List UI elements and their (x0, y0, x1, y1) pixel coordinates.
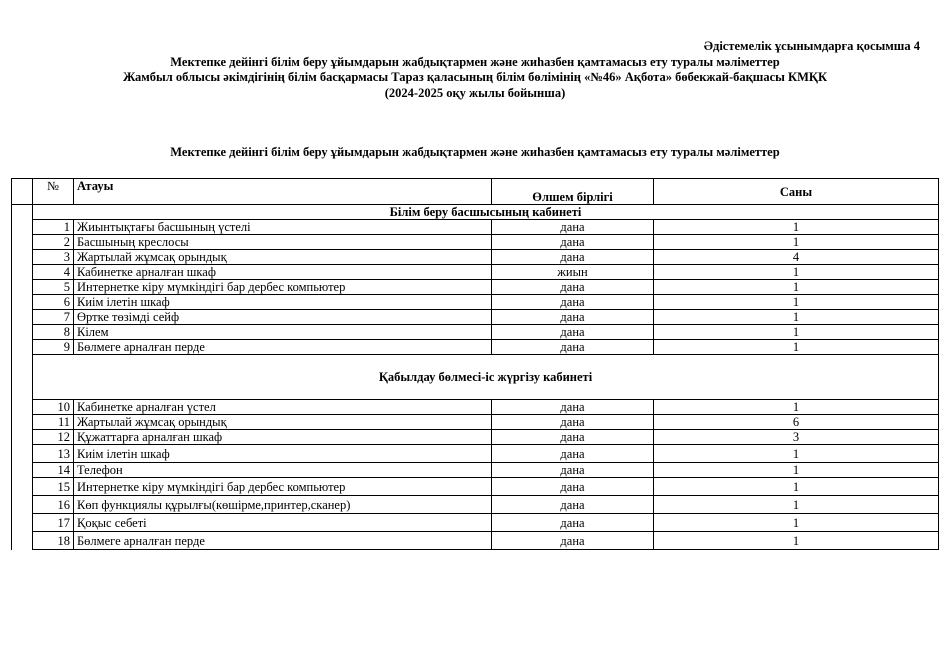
table-row (12, 250, 939, 265)
item-unit: дана (492, 400, 654, 415)
item-unit: дана (492, 430, 654, 445)
row-number: 11 (33, 415, 74, 430)
item-name: Басшының креслосы (74, 235, 492, 250)
item-quantity: 1 (654, 400, 939, 415)
table-row (12, 310, 939, 325)
table-row (12, 340, 939, 355)
table-title: Мектепке дейінгі білім беру ұйымдарын жабдықтармен және жиһазбен қамтамасыз ету туралы мәліметтер (170, 145, 780, 159)
table-row (12, 235, 939, 250)
item-name: Киім ілетін шкаф (74, 445, 492, 463)
item-name: Интернетке кіру мүмкіндігі бар дербес компьютер (74, 280, 492, 295)
annex-label: Әдістемелік ұсынымдарға қосымша 4 (703, 39, 920, 53)
item-quantity: 1 (654, 220, 939, 235)
blank-cell (12, 532, 33, 550)
row-number: 12 (33, 430, 74, 445)
row-number: 18 (33, 532, 74, 550)
item-quantity: 3 (654, 430, 939, 445)
blank-cell (12, 415, 33, 430)
item-name: Қоқыс себеті (74, 514, 492, 532)
row-number: 17 (33, 514, 74, 532)
item-unit: дана (492, 250, 654, 265)
row-number: 1 (33, 220, 74, 235)
name-col-header: Атауы (74, 179, 492, 205)
item-quantity: 1 (654, 325, 939, 340)
table-body (12, 205, 939, 550)
blank-cell (12, 250, 33, 265)
section-row (12, 205, 939, 220)
blank-cell (12, 310, 33, 325)
row-number: 5 (33, 280, 74, 295)
table-row (12, 532, 939, 550)
item-name: Өртке төзімді сейф (74, 310, 492, 325)
item-name: Интернетке кіру мүмкіндігі бар дербес компьютер (74, 478, 492, 496)
item-quantity: 1 (654, 478, 939, 496)
item-quantity: 4 (654, 250, 939, 265)
item-name: Киім ілетін шкаф (74, 295, 492, 310)
item-unit: дана (492, 340, 654, 355)
blank-cell (12, 205, 33, 220)
item-quantity: 1 (654, 463, 939, 478)
item-quantity: 1 (654, 235, 939, 250)
table-row (12, 280, 939, 295)
table-row (12, 430, 939, 445)
blank-cell (12, 355, 33, 400)
table-row (12, 265, 939, 280)
blank-cell (12, 514, 33, 532)
section-title: Қабылдау бөлмесі-іс жүргізу кабинеті (33, 355, 939, 400)
row-number: 10 (33, 400, 74, 415)
header-line-1: Мектепке дейінгі білім беру ұйымдарын жабдықтармен және жиһазбен қамтамасыз ету туралы мәліметтер (170, 55, 780, 69)
item-name: Кабинетке арналған үстел (74, 400, 492, 415)
item-name: Жиынтықтағы басшының үстелі (74, 220, 492, 235)
blank-cell (12, 445, 33, 463)
blank-cell (12, 280, 33, 295)
table-row (12, 325, 939, 340)
item-unit: дана (492, 310, 654, 325)
blank-cell (12, 463, 33, 478)
item-unit: дана (492, 415, 654, 430)
table-row (12, 445, 939, 463)
item-name: Бөлмеге арналған перде (74, 532, 492, 550)
item-quantity: 1 (654, 340, 939, 355)
row-number: 16 (33, 496, 74, 514)
row-number: 2 (33, 235, 74, 250)
blank-cell (12, 478, 33, 496)
item-quantity: 1 (654, 445, 939, 463)
section-row (12, 355, 939, 400)
item-quantity: 6 (654, 415, 939, 430)
row-number: 3 (33, 250, 74, 265)
table-row (12, 463, 939, 478)
item-name: Телефон (74, 463, 492, 478)
row-number: 6 (33, 295, 74, 310)
section-title: Білім беру басшысының кабинеті (33, 205, 939, 220)
table-row (12, 415, 939, 430)
blank-cell (12, 496, 33, 514)
blank-cell (12, 265, 33, 280)
item-name: Кілем (74, 325, 492, 340)
item-quantity: 1 (654, 514, 939, 532)
row-number: 14 (33, 463, 74, 478)
blank-cell (12, 235, 33, 250)
item-quantity: 1 (654, 310, 939, 325)
item-quantity: 1 (654, 496, 939, 514)
num-col-header: № (33, 179, 74, 205)
header-line-3: (2024-2025 оқу жылы бойынша) (384, 86, 566, 100)
item-quantity: 1 (654, 265, 939, 280)
row-number: 4 (33, 265, 74, 280)
blank-cell (12, 220, 33, 235)
item-unit: дана (492, 235, 654, 250)
table-header-row (12, 179, 939, 205)
row-number: 9 (33, 340, 74, 355)
blank-cell (12, 295, 33, 310)
item-quantity: 1 (654, 532, 939, 550)
item-quantity: 1 (654, 295, 939, 310)
row-number: 8 (33, 325, 74, 340)
table-row (12, 400, 939, 415)
table-row (12, 478, 939, 496)
item-unit: дана (492, 445, 654, 463)
item-unit: дана (492, 478, 654, 496)
blank-cell (12, 340, 33, 355)
item-unit: дана (492, 280, 654, 295)
item-unit: жиын (492, 265, 654, 280)
item-name: Жартылай жұмсақ орындық (74, 415, 492, 430)
item-unit: дана (492, 463, 654, 478)
item-unit: дана (492, 532, 654, 550)
blank-col-header (12, 179, 33, 205)
header-line-2: Жамбыл облысы әкімдігінің білім басқармасы Тараз қаласының білім бөлімінің «№46» Ақбота» бөбекжай-бақшасы КМҚК (122, 70, 828, 84)
row-number: 13 (33, 445, 74, 463)
blank-cell (12, 400, 33, 415)
blank-cell (12, 325, 33, 340)
item-unit: дана (492, 325, 654, 340)
item-unit: дана (492, 496, 654, 514)
item-name: Көп функциялы құрылғы(көшірме,принтер,сканер) (74, 496, 492, 514)
blank-cell (12, 430, 33, 445)
row-number: 7 (33, 310, 74, 325)
table-row (12, 514, 939, 532)
item-unit: дана (492, 220, 654, 235)
item-name: Бөлмеге арналған перде (74, 340, 492, 355)
table-row (12, 496, 939, 514)
item-name: Жартылай жұмсақ орындық (74, 250, 492, 265)
qty-col-header: Саны (654, 179, 939, 205)
item-name: Кабинетке арналған шкаф (74, 265, 492, 280)
item-quantity: 1 (654, 280, 939, 295)
table-row (12, 220, 939, 235)
item-name: Құжаттарға арналған шкаф (74, 430, 492, 445)
item-unit: дана (492, 514, 654, 532)
unit-col-header: Өлшем бірлігі (492, 179, 654, 205)
equipment-table (11, 178, 939, 550)
row-number: 15 (33, 478, 74, 496)
table-row (12, 295, 939, 310)
item-unit: дана (492, 295, 654, 310)
